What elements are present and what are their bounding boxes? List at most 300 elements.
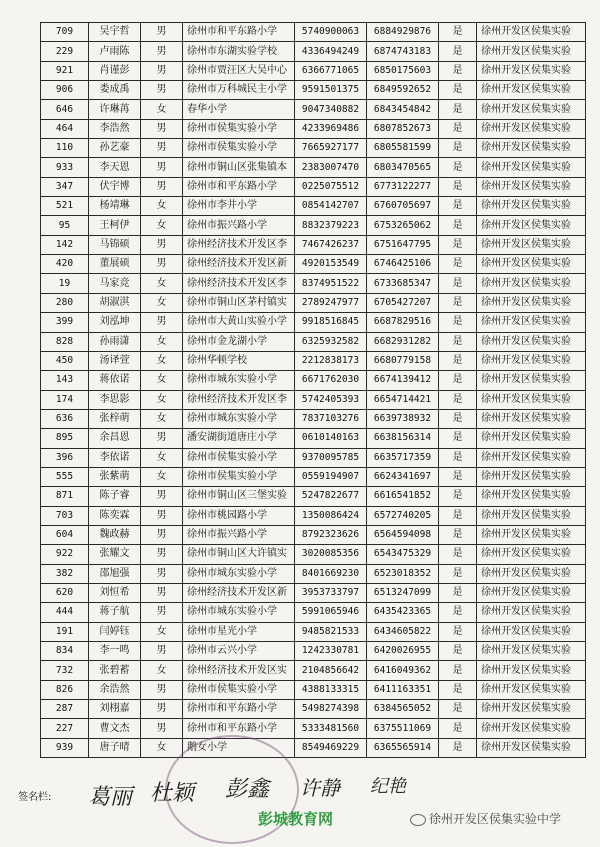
primary-school-cell: 徐州经济技术开发区新 — [183, 255, 295, 274]
table-row — [41, 545, 586, 564]
assigned-school-cell: 徐州开发区侯集实验 — [477, 583, 586, 602]
table-row — [41, 274, 586, 293]
table-row — [41, 158, 586, 177]
ticket-number-cell: 6572740205 — [367, 506, 439, 525]
ticket-number-cell: 6705427207 — [367, 293, 439, 312]
exam-number-cell: 7467426237 — [295, 235, 367, 254]
student-name-cell: 肖谨彭 — [89, 61, 141, 80]
gender-cell: 女 — [141, 274, 183, 293]
gender-cell: 男 — [141, 81, 183, 100]
exam-number-cell: 3020085356 — [295, 545, 367, 564]
ticket-number-cell: 6884929876 — [367, 23, 439, 42]
row-id-cell: 399 — [41, 313, 89, 332]
primary-school-cell: 徐州市星光小学 — [183, 622, 295, 641]
gender-cell: 男 — [141, 429, 183, 448]
row-id-cell: 933 — [41, 158, 89, 177]
gender-cell: 男 — [141, 719, 183, 738]
student-name-cell: 李一鸣 — [89, 642, 141, 661]
exam-number-cell: 2212838173 — [295, 351, 367, 370]
primary-school-cell: 徐州市铜山区大许镇实 — [183, 545, 295, 564]
row-id-cell: 871 — [41, 487, 89, 506]
exam-number-cell: 8832379223 — [295, 216, 367, 235]
admitted-flag-cell: 是 — [439, 487, 477, 506]
table-row — [41, 23, 586, 42]
primary-school-cell: 徐州经济技术开发区实 — [183, 661, 295, 680]
student-name-cell: 陈奕霖 — [89, 506, 141, 525]
gender-cell: 男 — [141, 642, 183, 661]
primary-school-cell: 徐州市和平东路小学 — [183, 177, 295, 196]
ticket-number-cell: 6375511069 — [367, 719, 439, 738]
gender-cell: 男 — [141, 506, 183, 525]
row-id-cell: 450 — [41, 351, 89, 370]
ticket-number-cell: 6805581599 — [367, 139, 439, 158]
assigned-school-cell: 徐州开发区侯集实验 — [477, 274, 586, 293]
assigned-school-cell: 徐州开发区侯集实验 — [477, 293, 586, 312]
table-row — [41, 448, 586, 467]
admitted-flag-cell: 是 — [439, 293, 477, 312]
student-name-cell: 董展硕 — [89, 255, 141, 274]
table-row — [41, 139, 586, 158]
primary-school-cell: 徐州市振兴路小学 — [183, 525, 295, 544]
exam-number-cell: 8374951522 — [295, 274, 367, 293]
table-row — [41, 738, 586, 757]
admitted-flag-cell: 是 — [439, 506, 477, 525]
ticket-number-cell: 6420026955 — [367, 642, 439, 661]
row-id-cell: 555 — [41, 467, 89, 486]
assigned-school-cell: 徐州开发区侯集实验 — [477, 622, 586, 641]
table-row — [41, 119, 586, 138]
table-row — [41, 564, 586, 583]
table-row — [41, 351, 586, 370]
exam-number-cell: 5742405393 — [295, 390, 367, 409]
gender-cell: 男 — [141, 42, 183, 61]
ticket-number-cell: 6674139412 — [367, 371, 439, 390]
row-id-cell: 732 — [41, 661, 89, 680]
gender-cell: 男 — [141, 235, 183, 254]
gender-cell: 男 — [141, 23, 183, 42]
primary-school-cell: 鹅女小学 — [183, 738, 295, 757]
table-row — [41, 42, 586, 61]
row-id-cell: 906 — [41, 81, 89, 100]
exam-number-cell: 8549469229 — [295, 738, 367, 757]
exam-number-cell: 2789247977 — [295, 293, 367, 312]
admitted-flag-cell: 是 — [439, 661, 477, 680]
table-row — [41, 61, 586, 80]
gender-cell: 男 — [141, 255, 183, 274]
ticket-number-cell: 6635717359 — [367, 448, 439, 467]
sign-label: 签名栏: — [18, 792, 52, 803]
exam-number-cell: 1350086424 — [295, 506, 367, 525]
primary-school-cell: 徐州市大黄山实验小学 — [183, 313, 295, 332]
row-id-cell: 347 — [41, 177, 89, 196]
row-id-cell: 921 — [41, 61, 89, 80]
exam-number-cell: 9918516845 — [295, 313, 367, 332]
exam-number-cell: 0225075512 — [295, 177, 367, 196]
assigned-school-cell: 徐州开发区侯集实验 — [477, 680, 586, 699]
admitted-flag-cell: 是 — [439, 100, 477, 119]
table-row — [41, 390, 586, 409]
student-name-cell: 王柯伊 — [89, 216, 141, 235]
assigned-school-cell: 徐州开发区侯集实验 — [477, 23, 586, 42]
primary-school-cell: 徐州市铜山区三堡实验 — [183, 487, 295, 506]
signature-2: 杜颖 — [150, 781, 195, 806]
gender-cell: 女 — [141, 216, 183, 235]
table-row — [41, 409, 586, 428]
primary-school-cell: 春华小学 — [183, 100, 295, 119]
ticket-number-cell: 6543475329 — [367, 545, 439, 564]
admitted-flag-cell: 是 — [439, 255, 477, 274]
row-id-cell: 110 — [41, 139, 89, 158]
gender-cell: 男 — [141, 119, 183, 138]
student-name-cell: 余浩然 — [89, 680, 141, 699]
ticket-number-cell: 6639738932 — [367, 409, 439, 428]
watermark-account — [410, 810, 561, 827]
admitted-flag-cell: 是 — [439, 23, 477, 42]
primary-school-cell: 徐州经济技术开发区李 — [183, 235, 295, 254]
row-id-cell: 396 — [41, 448, 89, 467]
admitted-flag-cell: 是 — [439, 139, 477, 158]
assigned-school-cell: 徐州开发区侯集实验 — [477, 235, 586, 254]
exam-number-cell: 2104856642 — [295, 661, 367, 680]
assigned-school-cell: 徐州开发区侯集实验 — [477, 216, 586, 235]
row-id-cell: 143 — [41, 371, 89, 390]
exam-number-cell: 5740900063 — [295, 23, 367, 42]
student-name-cell: 伏宇博 — [89, 177, 141, 196]
gender-cell: 男 — [141, 139, 183, 158]
exam-number-cell: 0854142707 — [295, 197, 367, 216]
table-row — [41, 371, 586, 390]
exam-number-cell: 9370095785 — [295, 448, 367, 467]
exam-number-cell: 9591501375 — [295, 81, 367, 100]
exam-number-cell: 6325932582 — [295, 332, 367, 351]
student-name-cell: 余昌恩 — [89, 429, 141, 448]
gender-cell: 男 — [141, 525, 183, 544]
assigned-school-cell: 徐州开发区侯集实验 — [477, 351, 586, 370]
exam-number-cell: 4920153549 — [295, 255, 367, 274]
exam-number-cell: 5498274398 — [295, 700, 367, 719]
exam-number-cell: 4336494249 — [295, 42, 367, 61]
table-row — [41, 642, 586, 661]
ticket-number-cell: 6874743183 — [367, 42, 439, 61]
admitted-flag-cell: 是 — [439, 390, 477, 409]
gender-cell: 男 — [141, 564, 183, 583]
ticket-number-cell: 6435423365 — [367, 603, 439, 622]
primary-school-cell: 徐州经济技术开发区李 — [183, 390, 295, 409]
admitted-flag-cell: 是 — [439, 61, 477, 80]
gender-cell: 女 — [141, 448, 183, 467]
student-name-cell: 张梓萌 — [89, 409, 141, 428]
primary-school-cell: 徐州市和平东路小学 — [183, 719, 295, 738]
gender-cell: 男 — [141, 487, 183, 506]
signature-5: 纪艳 — [370, 776, 406, 797]
admitted-flag-cell: 是 — [439, 158, 477, 177]
exam-number-cell: 4388133315 — [295, 680, 367, 699]
student-name-cell: 唐子晴 — [89, 738, 141, 757]
admitted-flag-cell: 是 — [439, 564, 477, 583]
row-id-cell: 95 — [41, 216, 89, 235]
gender-cell: 女 — [141, 371, 183, 390]
assigned-school-cell: 徐州开发区侯集实验 — [477, 197, 586, 216]
row-id-cell: 895 — [41, 429, 89, 448]
primary-school-cell: 徐州市金龙湖小学 — [183, 332, 295, 351]
table-row — [41, 313, 586, 332]
gender-cell: 女 — [141, 390, 183, 409]
admitted-flag-cell: 是 — [439, 448, 477, 467]
gender-cell: 男 — [141, 313, 183, 332]
table-row — [41, 467, 586, 486]
row-id-cell: 227 — [41, 719, 89, 738]
assigned-school-cell: 徐州开发区侯集实验 — [477, 719, 586, 738]
admitted-flag-cell: 是 — [439, 429, 477, 448]
student-name-cell: 马家竞 — [89, 274, 141, 293]
admitted-flag-cell: 是 — [439, 680, 477, 699]
exam-number-cell: 8792323626 — [295, 525, 367, 544]
gender-cell: 男 — [141, 61, 183, 80]
table-row — [41, 197, 586, 216]
student-name-cell: 魏政赫 — [89, 525, 141, 544]
table-row — [41, 700, 586, 719]
admitted-flag-cell: 是 — [439, 274, 477, 293]
admitted-flag-cell: 是 — [439, 622, 477, 641]
row-id-cell: 709 — [41, 23, 89, 42]
student-name-cell: 李浩然 — [89, 119, 141, 138]
admitted-flag-cell: 是 — [439, 642, 477, 661]
table-row — [41, 583, 586, 602]
admitted-flag-cell: 是 — [439, 467, 477, 486]
ticket-number-cell: 6523018352 — [367, 564, 439, 583]
primary-school-cell: 徐州市城东实验小学 — [183, 371, 295, 390]
row-id-cell: 646 — [41, 100, 89, 119]
primary-school-cell: 徐州市侯集实验小学 — [183, 119, 295, 138]
ticket-number-cell: 6753265062 — [367, 216, 439, 235]
primary-school-cell: 徐州市万科城民主小学 — [183, 81, 295, 100]
table-row — [41, 216, 586, 235]
student-name-cell: 李思影 — [89, 390, 141, 409]
ticket-number-cell: 6654714421 — [367, 390, 439, 409]
admitted-flag-cell: 是 — [439, 332, 477, 351]
ticket-number-cell: 6773122277 — [367, 177, 439, 196]
ticket-number-cell: 6434605822 — [367, 622, 439, 641]
ticket-number-cell: 6416049362 — [367, 661, 439, 680]
admitted-flag-cell: 是 — [439, 545, 477, 564]
table-row — [41, 661, 586, 680]
admitted-flag-cell: 是 — [439, 42, 477, 61]
assigned-school-cell: 徐州开发区侯集实验 — [477, 564, 586, 583]
student-name-cell: 吴宇哲 — [89, 23, 141, 42]
assigned-school-cell: 徐州开发区侯集实验 — [477, 332, 586, 351]
ticket-number-cell: 6616541852 — [367, 487, 439, 506]
primary-school-cell: 徐州市城东实验小学 — [183, 409, 295, 428]
exam-number-cell: 9485821533 — [295, 622, 367, 641]
admitted-flag-cell: 是 — [439, 738, 477, 757]
exam-number-cell: 1242330781 — [295, 642, 367, 661]
ticket-number-cell: 6760705697 — [367, 197, 439, 216]
assigned-school-cell: 徐州开发区侯集实验 — [477, 100, 586, 119]
assigned-school-cell: 徐州开发区侯集实验 — [477, 177, 586, 196]
row-id-cell: 191 — [41, 622, 89, 641]
primary-school-cell: 徐州经济技术开发区李 — [183, 274, 295, 293]
gender-cell: 女 — [141, 197, 183, 216]
gender-cell: 女 — [141, 332, 183, 351]
ticket-number-cell: 6638156314 — [367, 429, 439, 448]
row-id-cell: 464 — [41, 119, 89, 138]
exam-number-cell: 4233969486 — [295, 119, 367, 138]
exam-number-cell: 3953733797 — [295, 583, 367, 602]
student-name-cell: 汤译萱 — [89, 351, 141, 370]
ticket-number-cell: 6803470565 — [367, 158, 439, 177]
assigned-school-cell: 徐州开发区侯集实验 — [477, 738, 586, 757]
row-id-cell: 939 — [41, 738, 89, 757]
student-name-cell: 娄成禹 — [89, 81, 141, 100]
student-name-cell: 邵旭强 — [89, 564, 141, 583]
table-row — [41, 506, 586, 525]
admitted-flag-cell: 是 — [439, 351, 477, 370]
assigned-school-cell: 徐州开发区侯集实验 — [477, 390, 586, 409]
assigned-school-cell: 徐州开发区侯集实验 — [477, 371, 586, 390]
admitted-flag-cell: 是 — [439, 119, 477, 138]
primary-school-cell: 徐州市和平东路小学 — [183, 23, 295, 42]
assigned-school-cell: 徐州开发区侯集实验 — [477, 139, 586, 158]
admitted-flag-cell: 是 — [439, 525, 477, 544]
gender-cell: 男 — [141, 680, 183, 699]
table-row — [41, 525, 586, 544]
signature-3: 彭鑫 — [225, 777, 270, 802]
watermark-brand: 彭城教育网 — [258, 810, 334, 828]
exam-number-cell: 2383007470 — [295, 158, 367, 177]
admitted-flag-cell: 是 — [439, 197, 477, 216]
ticket-number-cell: 6733685347 — [367, 274, 439, 293]
table-row — [41, 255, 586, 274]
table-row — [41, 622, 586, 641]
assigned-school-cell: 徐州开发区侯集实验 — [477, 525, 586, 544]
ticket-number-cell: 6850175603 — [367, 61, 439, 80]
assigned-school-cell: 徐州开发区侯集实验 — [477, 119, 586, 138]
table-row — [41, 487, 586, 506]
row-id-cell: 382 — [41, 564, 89, 583]
ticket-number-cell: 6807852673 — [367, 119, 439, 138]
student-name-cell: 李天恩 — [89, 158, 141, 177]
gender-cell: 男 — [141, 583, 183, 602]
admitted-flag-cell: 是 — [439, 719, 477, 738]
assigned-school-cell: 徐州开发区侯集实验 — [477, 255, 586, 274]
gender-cell: 男 — [141, 177, 183, 196]
assigned-school-cell: 徐州开发区侯集实验 — [477, 487, 586, 506]
row-id-cell: 636 — [41, 409, 89, 428]
gender-cell: 女 — [141, 661, 183, 680]
primary-school-cell: 徐州市铜山区张集镇本 — [183, 158, 295, 177]
row-id-cell: 287 — [41, 700, 89, 719]
admission-table — [40, 22, 586, 758]
table-row — [41, 429, 586, 448]
student-name-cell: 刘泓坤 — [89, 313, 141, 332]
exam-number-cell: 8401669230 — [295, 564, 367, 583]
primary-school-cell: 徐州市侯集实验小学 — [183, 680, 295, 699]
admitted-flag-cell: 是 — [439, 603, 477, 622]
row-id-cell: 420 — [41, 255, 89, 274]
row-id-cell: 703 — [41, 506, 89, 525]
student-name-cell: 蒋依诺 — [89, 371, 141, 390]
student-name-cell: 孙艺豪 — [89, 139, 141, 158]
student-name-cell: 胡淑淇 — [89, 293, 141, 312]
student-name-cell: 刘栩嘉 — [89, 700, 141, 719]
row-id-cell: 19 — [41, 274, 89, 293]
student-name-cell: 刘恒希 — [89, 583, 141, 602]
primary-school-cell: 徐州华顿学校 — [183, 351, 295, 370]
ticket-number-cell: 6680779158 — [367, 351, 439, 370]
exam-number-cell: 0610140163 — [295, 429, 367, 448]
gender-cell: 女 — [141, 467, 183, 486]
row-id-cell: 620 — [41, 583, 89, 602]
table-row — [41, 332, 586, 351]
student-name-cell: 杨靖琳 — [89, 197, 141, 216]
student-name-cell: 孙雨潇 — [89, 332, 141, 351]
primary-school-cell: 徐州市李井小学 — [183, 197, 295, 216]
ticket-number-cell: 6411163351 — [367, 680, 439, 699]
admitted-flag-cell: 是 — [439, 371, 477, 390]
exam-number-cell: 5333481560 — [295, 719, 367, 738]
assigned-school-cell: 徐州开发区侯集实验 — [477, 603, 586, 622]
primary-school-cell: 徐州市东湖实验学校 — [183, 42, 295, 61]
row-id-cell: 834 — [41, 642, 89, 661]
student-name-cell: 蒋子航 — [89, 603, 141, 622]
ticket-number-cell: 6843454842 — [367, 100, 439, 119]
primary-school-cell: 徐州市侯集实验小学 — [183, 448, 295, 467]
row-id-cell: 280 — [41, 293, 89, 312]
gender-cell: 女 — [141, 293, 183, 312]
row-id-cell: 922 — [41, 545, 89, 564]
student-name-cell: 马锦硕 — [89, 235, 141, 254]
primary-school-cell: 徐州市城东实验小学 — [183, 603, 295, 622]
primary-school-cell: 徐州经济技术开发区新 — [183, 583, 295, 602]
primary-school-cell: 徐州市城东实验小学 — [183, 564, 295, 583]
assigned-school-cell: 徐州开发区侯集实验 — [477, 313, 586, 332]
assigned-school-cell: 徐州开发区侯集实验 — [477, 545, 586, 564]
assigned-school-cell: 徐州开发区侯集实验 — [477, 700, 586, 719]
row-id-cell: 604 — [41, 525, 89, 544]
exam-number-cell: 9047340882 — [295, 100, 367, 119]
table-row — [41, 100, 586, 119]
student-name-cell: 曹文杰 — [89, 719, 141, 738]
gender-cell: 男 — [141, 158, 183, 177]
gender-cell: 女 — [141, 738, 183, 757]
gender-cell: 女 — [141, 409, 183, 428]
table-row — [41, 81, 586, 100]
exam-number-cell: 7665927177 — [295, 139, 367, 158]
gender-cell: 女 — [141, 351, 183, 370]
assigned-school-cell: 徐州开发区侯集实验 — [477, 467, 586, 486]
ticket-number-cell: 6365565914 — [367, 738, 439, 757]
student-name-cell: 闫婷钰 — [89, 622, 141, 641]
gender-cell: 男 — [141, 603, 183, 622]
exam-number-cell: 6671762030 — [295, 371, 367, 390]
primary-school-cell: 徐州市侯集实验小学 — [183, 139, 295, 158]
student-name-cell: 张耀文 — [89, 545, 141, 564]
exam-number-cell: 6366771065 — [295, 61, 367, 80]
ticket-number-cell: 6849592652 — [367, 81, 439, 100]
row-id-cell: 229 — [41, 42, 89, 61]
admitted-flag-cell: 是 — [439, 235, 477, 254]
assigned-school-cell: 徐州开发区侯集实验 — [477, 61, 586, 80]
admitted-flag-cell: 是 — [439, 177, 477, 196]
assigned-school-cell: 徐州开发区侯集实验 — [477, 506, 586, 525]
admitted-flag-cell: 是 — [439, 700, 477, 719]
primary-school-cell: 徐州市和平东路小学 — [183, 700, 295, 719]
table-row — [41, 235, 586, 254]
signature-4: 许静 — [300, 776, 340, 800]
row-id-cell: 521 — [41, 197, 89, 216]
row-id-cell: 444 — [41, 603, 89, 622]
ticket-number-cell: 6682931282 — [367, 332, 439, 351]
